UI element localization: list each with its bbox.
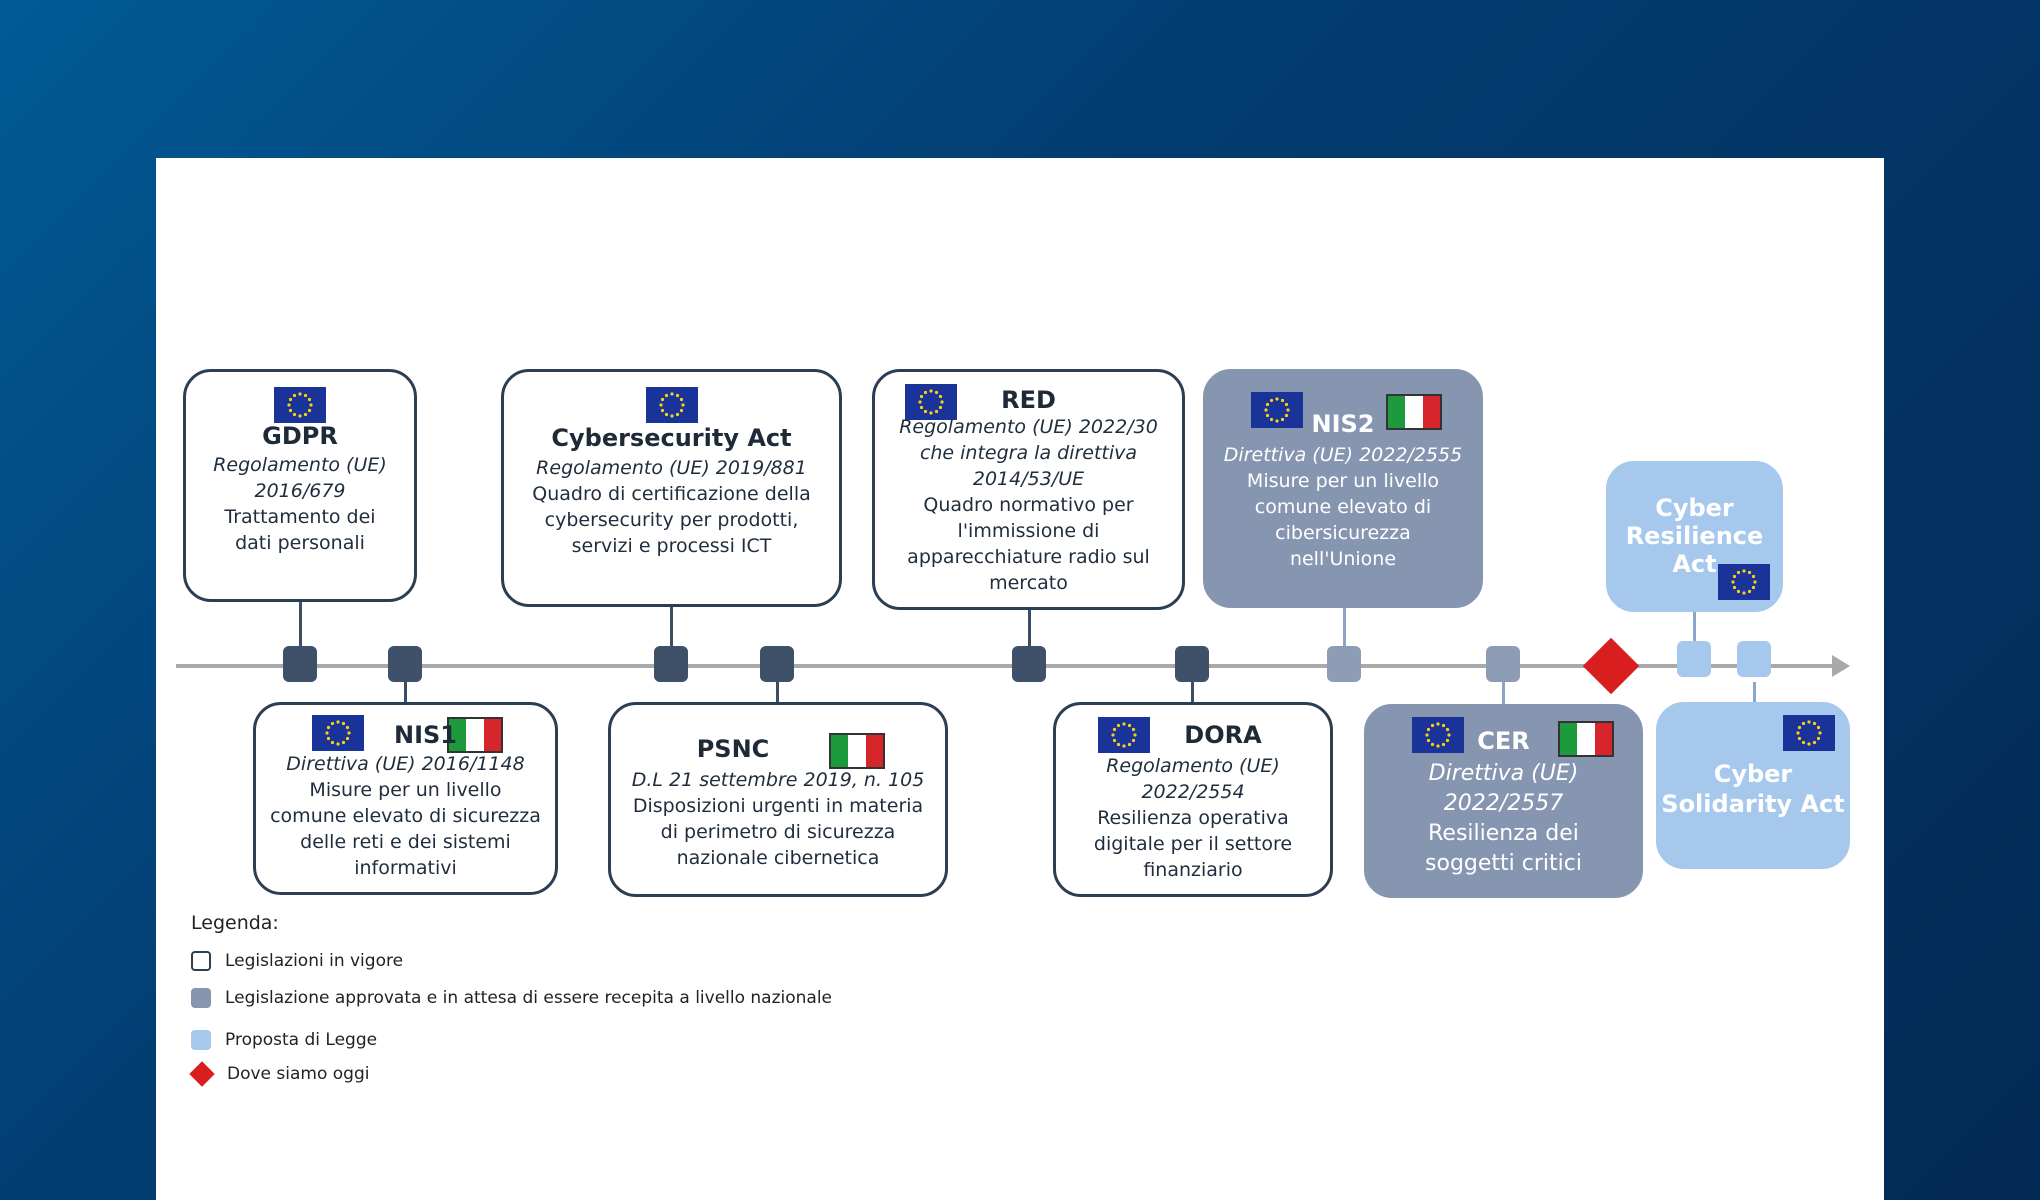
card-desc: nell'Unione (1289, 548, 1397, 570)
cra-node (1677, 641, 1711, 677)
card-title: CER (1477, 727, 1530, 755)
card-title: PSNC (696, 735, 770, 763)
card-title: Resilience (1625, 522, 1764, 550)
legend-title: Legenda: (191, 912, 279, 934)
psnc-card (608, 702, 948, 897)
legend-swatch-active (191, 951, 211, 971)
card-ref: Regolamento (UE) (1106, 755, 1280, 777)
red-connector (1028, 608, 1031, 650)
cer-node (1486, 646, 1520, 682)
cybersecurity-act-card (501, 369, 842, 607)
red-card (872, 369, 1185, 610)
card-ref: Direttiva (UE) 2016/1148 (286, 753, 525, 775)
card-desc: cibersicurezza (1275, 522, 1411, 544)
card-desc: cybersecurity per prodotti, (544, 509, 799, 531)
psnc-node (760, 646, 794, 682)
dora-node (1175, 646, 1209, 682)
card-ref: Regolamento (UE) (213, 454, 387, 476)
card-desc: soggetti critici (1425, 851, 1582, 876)
card-desc: apparecchiature radio sul (907, 546, 1150, 568)
card-desc: Resilienza dei (1428, 821, 1579, 846)
card-desc: Misure per un livello (309, 779, 502, 801)
card-desc: servizi e processi ICT (571, 535, 772, 557)
csoa-connector (1753, 682, 1756, 704)
card-ref: Regolamento (UE) 2019/881 (536, 457, 807, 479)
eu-flag-icon (1783, 715, 1835, 751)
cer-connector (1502, 682, 1505, 704)
card-desc: Resilienza operativa (1097, 807, 1289, 829)
card-ref: 2022/2554 (1141, 781, 1245, 803)
red-node (1012, 646, 1046, 682)
card-desc: Quadro normativo per (923, 494, 1134, 516)
cyber-resilience-act-card (1606, 461, 1783, 612)
card-ref: 2016/679 (254, 480, 346, 502)
card-title: RED (1001, 386, 1056, 414)
card-desc: l'immissione di (957, 520, 1100, 542)
card-ref: 2022/2557 (1443, 791, 1564, 816)
card-title: Solidarity Act (1661, 790, 1845, 818)
card-desc: delle reti e dei sistemi (300, 831, 511, 853)
legend-label: Legislazioni in vigore (225, 951, 404, 971)
card-title: NIS2 (1311, 410, 1375, 438)
csa-connector (670, 605, 673, 650)
gdpr-connector (299, 600, 302, 650)
eu-flag-icon (1718, 564, 1770, 600)
dora-card (1053, 702, 1333, 897)
cyber-solidarity-act-card (1656, 702, 1850, 869)
card-desc: nazionale cibernetica (676, 847, 880, 869)
legend-item-proposal (191, 1030, 377, 1050)
card-desc: di perimetro di sicurezza (660, 821, 896, 843)
card-desc: Misure per un livello (1246, 470, 1440, 492)
card-desc: Trattamento dei (224, 506, 376, 528)
card-desc: comune elevato di (1254, 496, 1432, 518)
legend-item-approved (191, 988, 832, 1008)
card-title: Cyber (1655, 494, 1734, 522)
gdpr-card (183, 369, 417, 602)
card-desc: comune elevato di sicurezza (270, 805, 541, 827)
card-title: Act (1672, 550, 1717, 578)
csoa-node (1737, 641, 1771, 677)
card-ref: 2014/53/UE (972, 468, 1085, 490)
card-desc: Disposizioni urgenti in materia (632, 795, 924, 817)
card-desc: dati personali (235, 532, 365, 554)
card-desc: finanziario (1143, 859, 1243, 881)
nis1-node (388, 646, 422, 682)
card-ref: Direttiva (UE) (1428, 761, 1579, 786)
eu-flag-icon (646, 387, 698, 423)
card-desc: mercato (989, 572, 1068, 594)
legend-label: Dove siamo oggi (227, 1064, 370, 1084)
psnc-connector (776, 682, 779, 704)
nis2-node (1327, 646, 1361, 682)
card-title: Cybersecurity Act (551, 424, 792, 452)
card-ref: Direttiva (UE) 2022/2555 (1223, 444, 1463, 466)
card-title: Cyber (1713, 760, 1793, 788)
nis2-card (1203, 369, 1483, 608)
dora-connector (1191, 682, 1194, 704)
card-title: NIS1 (394, 721, 457, 749)
legend-label: Legislazione approvata e in attesa di essere recepita a livello nazionale (225, 988, 833, 1008)
eu-flag-icon (274, 387, 326, 423)
legend-swatch-approved (191, 988, 211, 1008)
csa-node (654, 646, 688, 682)
gdpr-node (283, 646, 317, 682)
card-ref: Regolamento (UE) 2022/30 (899, 416, 1158, 438)
card-title: DORA (1184, 721, 1262, 749)
legend-item-today (191, 1064, 369, 1084)
cer-card (1364, 704, 1643, 898)
card-title: GDPR (262, 422, 338, 450)
nis1-card (253, 702, 558, 895)
card-desc: digitale per il settore (1093, 833, 1293, 855)
italy-flag-icon (829, 733, 885, 769)
card-ref: che integra la direttiva (919, 442, 1138, 464)
card-desc: Quadro di certificazione della (532, 483, 811, 505)
legend-label: Proposta di Legge (225, 1030, 378, 1050)
legend-swatch-proposal (191, 1030, 211, 1050)
nis2-connector (1343, 605, 1346, 650)
timeline-arrow-icon (1832, 655, 1850, 677)
legend-item-active (191, 951, 403, 971)
legend-today-diamond-icon (189, 1061, 214, 1086)
nis1-connector (404, 682, 407, 704)
card-desc: informativi (354, 857, 457, 879)
card-ref: D.L 21 settembre 2019, n. 105 (631, 769, 925, 791)
